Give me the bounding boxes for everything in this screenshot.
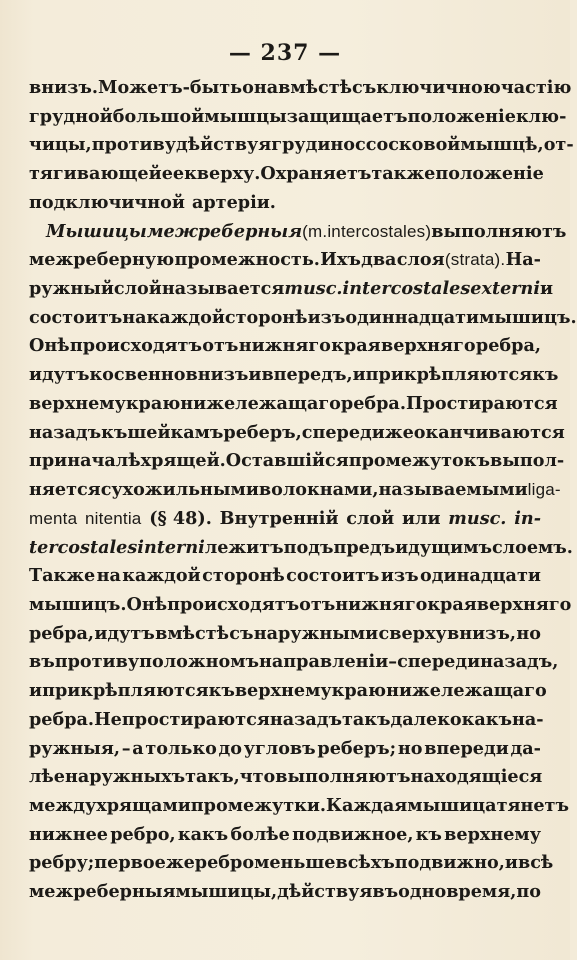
word: въ xyxy=(29,651,55,673)
word: къ xyxy=(101,421,128,443)
word: каждой xyxy=(122,565,201,587)
word: – xyxy=(121,737,131,759)
word: мышицъ. xyxy=(29,593,127,615)
word: нижнее xyxy=(29,823,108,845)
word: оканчиваются xyxy=(413,421,565,443)
word: сухожильными xyxy=(100,479,259,501)
word: два xyxy=(361,249,397,271)
text-line xyxy=(29,189,541,218)
word: externi xyxy=(470,278,541,300)
word: грудной xyxy=(29,105,113,127)
word: назадъ xyxy=(269,708,342,730)
word: одинадцати xyxy=(420,565,541,587)
word: (strata). xyxy=(444,250,506,270)
word: Каждая xyxy=(326,794,408,816)
word: подвижно, xyxy=(394,852,505,874)
word: мышцы xyxy=(204,105,287,127)
word: одиннадцати xyxy=(345,306,480,328)
body-text xyxy=(29,74,577,907)
word: подключичной xyxy=(29,191,185,213)
word: или xyxy=(401,507,441,529)
word: находящіеся xyxy=(410,766,543,788)
word: отъ xyxy=(202,335,239,357)
word: наружными xyxy=(253,622,379,644)
text-line xyxy=(29,131,574,160)
text-line xyxy=(29,706,544,735)
word: изъ xyxy=(307,306,346,328)
word: каждой xyxy=(146,306,225,328)
word: Мышицы xyxy=(46,220,147,242)
text-line xyxy=(29,648,559,677)
word: предъидущимъ xyxy=(333,536,492,558)
word: нижняго xyxy=(238,335,331,357)
word: няется xyxy=(29,479,101,501)
word: interni xyxy=(137,536,205,558)
word: intercostales) xyxy=(327,221,432,241)
word: и xyxy=(29,680,43,702)
word: межреберную xyxy=(29,249,175,271)
text-line xyxy=(29,821,541,850)
text-line xyxy=(29,332,541,361)
word: нижележащаго xyxy=(180,392,341,414)
word: мышицъ. xyxy=(479,306,577,328)
page-number: — 237 — xyxy=(228,40,342,66)
word: вмѣстѣ xyxy=(278,77,352,98)
word: къ xyxy=(532,364,559,386)
word: liga- xyxy=(527,480,561,500)
word: также xyxy=(371,163,436,185)
word: ребра, xyxy=(29,622,95,644)
word: верхнему xyxy=(29,392,126,414)
word: но xyxy=(516,622,541,644)
word: musc. xyxy=(284,278,343,300)
word: и xyxy=(352,364,366,386)
word: до xyxy=(218,737,243,759)
word: нижняго xyxy=(335,593,428,615)
word: сторонѣ xyxy=(202,565,285,587)
word: ребра. xyxy=(29,708,95,730)
word: Ихъ xyxy=(320,249,361,271)
word: впередъ, xyxy=(261,364,353,386)
word: краю xyxy=(125,392,181,414)
word: какъ xyxy=(177,823,229,845)
word: Также xyxy=(29,565,96,587)
word: угловъ xyxy=(243,737,316,759)
word: идутъ xyxy=(94,622,155,644)
word: происходятъ xyxy=(69,335,202,357)
word: Охраняетъ xyxy=(260,163,372,185)
word: состоитъ xyxy=(286,565,380,587)
word: да- xyxy=(510,737,541,759)
word: внизъ xyxy=(185,364,249,386)
word: ребро xyxy=(194,852,255,874)
word: но xyxy=(397,737,423,759)
word: (m. xyxy=(302,221,328,241)
word: ключичною xyxy=(376,77,501,98)
word: она xyxy=(242,77,279,98)
word: далеко xyxy=(390,708,462,730)
word: края xyxy=(427,593,477,615)
word: ее xyxy=(161,163,185,185)
text-line xyxy=(29,534,573,563)
word: выполняютъ xyxy=(431,220,567,242)
word: а xyxy=(132,737,144,759)
word: верхнему xyxy=(444,823,541,845)
text-line xyxy=(29,419,565,448)
word: слой xyxy=(346,507,395,529)
word: menta xyxy=(29,508,78,528)
word: прикрѣпляются xyxy=(365,364,533,386)
text-line xyxy=(29,390,558,419)
text-line xyxy=(29,246,541,275)
word: изъ xyxy=(380,565,419,587)
word: всѣхъ xyxy=(335,852,395,874)
word: мышица xyxy=(407,794,497,816)
word: такъ, xyxy=(185,766,240,788)
text-line xyxy=(29,447,565,476)
word: – xyxy=(388,651,398,673)
word: выпол- xyxy=(489,450,565,472)
word: грудиноссосковой xyxy=(271,134,461,156)
word: вмѣстѣ xyxy=(155,622,229,644)
text-line xyxy=(29,218,567,247)
word: хрящей. xyxy=(140,450,226,472)
word: Простираются xyxy=(405,392,558,414)
word: какъ xyxy=(461,708,512,730)
word: одно xyxy=(398,881,447,903)
word: что xyxy=(239,766,276,788)
word: съ xyxy=(352,77,377,98)
word: между xyxy=(29,794,97,816)
word: положеніе xyxy=(435,163,544,185)
word: ребру; xyxy=(29,852,95,874)
word: подвижное, xyxy=(292,823,414,845)
word: спереди xyxy=(301,421,385,443)
word: промежутки. xyxy=(190,794,326,816)
word: противуположномъ xyxy=(54,651,259,673)
text-line xyxy=(29,304,577,333)
word: реберъ, xyxy=(223,421,302,443)
word: началѣ xyxy=(67,450,141,472)
word: ружный xyxy=(29,278,114,300)
word: слой xyxy=(113,278,162,300)
word: всѣ xyxy=(517,852,554,874)
word: межреберныя xyxy=(29,881,176,903)
word: верхнему xyxy=(234,680,332,702)
word: ребро, xyxy=(110,823,176,845)
word: на xyxy=(96,565,121,587)
word: слоя xyxy=(396,249,445,271)
word: же xyxy=(165,852,195,874)
word: На- xyxy=(505,249,541,271)
word: идутъ xyxy=(29,364,90,386)
word: спереди xyxy=(397,651,481,673)
word: называется xyxy=(161,278,285,300)
word: реберъ; xyxy=(317,737,397,759)
text-line xyxy=(29,591,572,620)
word: прикрѣпляются xyxy=(42,680,209,702)
word: болѣе xyxy=(230,823,290,845)
text-line xyxy=(29,505,541,534)
word: такъ xyxy=(341,708,391,730)
word: косвенно xyxy=(89,364,186,386)
word: tercostales xyxy=(29,536,138,558)
word: тягивающей xyxy=(29,163,162,185)
word: происходятъ xyxy=(167,593,300,615)
word: внизъ. xyxy=(29,77,99,98)
word: от- xyxy=(543,134,574,156)
word: чицы, xyxy=(29,134,92,156)
word: Можетъ-быть xyxy=(98,77,243,98)
word: съ xyxy=(229,622,254,644)
word: intercostales xyxy=(342,278,471,300)
word: межреберныя xyxy=(146,220,303,242)
word: отъ xyxy=(299,593,336,615)
text-line xyxy=(29,476,561,505)
text-line xyxy=(29,275,554,304)
text-line xyxy=(29,792,569,821)
word: Онѣ xyxy=(29,335,70,357)
word: волокнами, xyxy=(258,479,379,501)
word: защищаетъ xyxy=(286,105,408,127)
text-line xyxy=(29,160,544,189)
word: in- xyxy=(514,507,541,529)
word: слоемъ. xyxy=(491,536,573,558)
word: назадъ xyxy=(29,421,102,443)
word: только xyxy=(145,737,217,759)
word: мышцѣ, xyxy=(460,134,544,156)
text-line xyxy=(29,677,547,706)
word: краю xyxy=(331,680,387,702)
word: кверху. xyxy=(184,163,261,185)
word: Оставшійся xyxy=(225,450,349,472)
word: на xyxy=(122,306,147,328)
text-line xyxy=(29,562,541,591)
word: къ xyxy=(208,680,235,702)
word: края xyxy=(331,335,381,357)
word: наружныхъ xyxy=(64,766,186,788)
text-line xyxy=(29,878,541,907)
word: лежитъ xyxy=(204,536,284,558)
text-line xyxy=(29,849,554,878)
word: и xyxy=(504,852,518,874)
word: Не xyxy=(94,708,122,730)
text-line xyxy=(29,103,567,132)
word: лѣе xyxy=(29,766,65,788)
word: состоитъ xyxy=(29,306,123,328)
word: же xyxy=(384,421,414,443)
text-line xyxy=(29,620,541,649)
word: верхняго xyxy=(380,335,476,357)
word: сверху xyxy=(378,622,447,644)
word: Внутренній xyxy=(219,507,339,529)
word: мышицы, xyxy=(175,881,278,903)
word: подъ xyxy=(283,536,334,558)
word: называемыми xyxy=(378,479,528,501)
word: въ xyxy=(372,881,399,903)
word: тянетъ xyxy=(496,794,569,816)
word: (§ 48). xyxy=(149,507,212,529)
word: время, xyxy=(446,881,517,903)
word: и xyxy=(248,364,262,386)
word: по xyxy=(516,881,541,903)
word: верхняго xyxy=(476,593,572,615)
word: нижележащаго xyxy=(386,680,547,702)
word: nitentia xyxy=(85,508,142,528)
text-line xyxy=(29,735,541,764)
word: промежность. xyxy=(174,249,320,271)
word: промежутокъ xyxy=(348,450,490,472)
word: назадъ, xyxy=(480,651,559,673)
word: первое xyxy=(94,852,166,874)
text-line xyxy=(29,74,572,103)
word: дѣйствуя xyxy=(277,881,373,903)
word: противудѣйствуя xyxy=(91,134,272,156)
word: простираются xyxy=(121,708,270,730)
word: ребра. xyxy=(340,392,406,414)
word: внизъ, xyxy=(447,622,517,644)
word: частію xyxy=(500,77,572,98)
word: при xyxy=(29,450,68,472)
word: къ xyxy=(415,823,442,845)
word: musc. xyxy=(448,507,507,529)
word: большой xyxy=(112,105,205,127)
word: шейкамъ xyxy=(127,421,224,443)
text-line xyxy=(29,361,559,390)
word: меньше xyxy=(254,852,336,874)
word: клю- xyxy=(515,105,567,127)
word: ребра, xyxy=(475,335,541,357)
word: направленіи xyxy=(259,651,389,673)
word: положеніе xyxy=(407,105,516,127)
word: Онѣ xyxy=(126,593,168,615)
word: на- xyxy=(511,708,544,730)
word: и xyxy=(540,278,554,300)
word: сторонѣ xyxy=(224,306,308,328)
word: артеріи. xyxy=(191,191,276,213)
word: хрящами xyxy=(96,794,191,816)
word: впереди xyxy=(424,737,509,759)
text-line xyxy=(29,763,541,792)
word: ружныя, xyxy=(29,737,120,759)
word: выполняютъ xyxy=(275,766,411,788)
